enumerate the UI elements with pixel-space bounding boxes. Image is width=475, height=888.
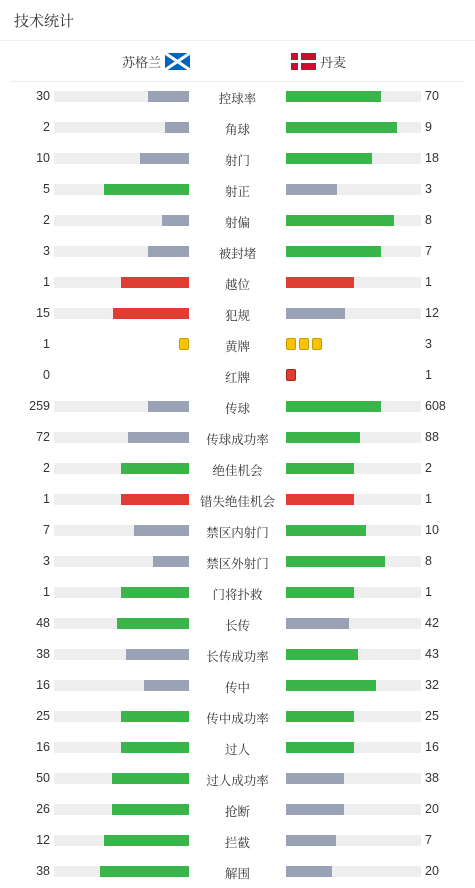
away-stat-bar-fill [286,91,381,102]
stat-row [0,577,475,608]
away-stat-bar [286,153,421,164]
home-stat-value: 48 [36,616,50,630]
away-stat-bar-fill [286,680,376,691]
away-stat-bar-fill [286,277,354,288]
home-stat-bar-fill [121,277,189,288]
away-stat-value: 20 [425,802,439,816]
away-stat-value: 7 [425,244,432,258]
away-stat-bar-fill [286,494,354,505]
stat-row [0,484,475,515]
home-stat-bar [54,122,189,133]
home-stat-bar [54,525,189,536]
home-stat-bar [54,618,189,629]
teams-header [10,40,465,82]
stat-label: 红牌 [224,371,250,385]
home-stat-bar [54,215,189,226]
stat-row [0,267,475,298]
stat-row [0,515,475,546]
stat-row [0,794,475,825]
away-stat-value: 8 [425,213,432,227]
away-stat-bar-fill [286,401,381,412]
away-team[interactable] [291,52,346,71]
away-stat-value: 42 [425,616,439,630]
away-stat-bar [286,804,421,815]
away-stat-value: 20 [425,864,439,878]
home-stat-bar-fill [126,649,189,660]
away-stat-bar-fill [286,804,344,815]
away-stat-bar [286,215,421,226]
home-stat-bar [54,742,189,753]
home-stat-value: 1 [43,275,50,289]
home-stat-bar-fill [121,463,189,474]
home-stat-bar-fill [165,122,189,133]
away-stat-bar [286,494,421,505]
home-stat-value: 12 [36,833,50,847]
away-stat-bar-fill [286,649,358,660]
stat-label: 传球成功率 [206,433,269,447]
away-stat-bar [286,711,421,722]
away-stat-bar-fill [286,432,360,443]
away-stat-bar-fill [286,215,394,226]
away-stat-value: 32 [425,678,439,692]
home-stat-value: 1 [43,585,50,599]
stat-row [0,701,475,732]
home-stat-bar [54,463,189,474]
home-stat-bar-fill [121,587,189,598]
away-stat-bar-fill [286,122,397,133]
stat-label: 控球率 [218,92,257,106]
away-stat-bar [286,680,421,691]
away-stat-bar-fill [286,866,332,877]
away-stat-value: 9 [425,120,432,134]
away-stat-bar [286,401,421,412]
stat-row [0,422,475,453]
home-stat-bar-fill [112,804,189,815]
home-stat-value: 50 [36,771,50,785]
home-stat-value: 16 [36,678,50,692]
home-stat-bar-fill [104,184,189,195]
stat-label: 传球 [224,402,250,416]
home-stat-bar [54,494,189,505]
away-stat-bar [286,463,421,474]
stat-row [0,298,475,329]
away-stat-value: 38 [425,771,439,785]
home-stat-bar-fill [117,618,189,629]
home-stat-bar [54,277,189,288]
stat-row [0,174,475,205]
home-stat-value: 3 [43,244,50,258]
away-stat-bar [286,277,421,288]
stat-label: 射正 [224,185,250,199]
away-stat-bar [286,91,421,102]
home-stat-bar [54,835,189,846]
away-stat-bar [286,618,421,629]
home-team[interactable] [122,52,190,71]
stat-row [0,670,475,701]
stat-label: 过人 [224,743,250,757]
away-stat-bar [286,587,421,598]
stat-label: 传中 [224,681,250,695]
home-cards [179,338,189,350]
home-stat-bar-fill [121,711,189,722]
away-stat-value: 3 [425,182,432,196]
home-stat-value: 26 [36,802,50,816]
home-stat-bar [54,91,189,102]
scotland-flag-icon [165,53,190,70]
home-stat-value: 10 [36,151,50,165]
away-stat-bar-fill [286,587,354,598]
home-stat-bar-fill [113,308,189,319]
stat-label: 过人成功率 [206,774,269,788]
home-stat-bar-fill [121,494,189,505]
stat-row [0,329,475,360]
stat-row [0,360,475,391]
home-stat-bar [54,184,189,195]
yellow-card-icon [286,338,296,350]
stat-label: 绝佳机会 [212,464,263,478]
home-stat-bar-fill [144,680,189,691]
stat-row [0,639,475,670]
away-stat-value: 70 [425,89,439,103]
away-stat-value: 25 [425,709,439,723]
away-stat-bar [286,432,421,443]
away-stat-value: 1 [425,275,432,289]
stat-label: 犯规 [224,309,250,323]
home-stat-value: 2 [43,461,50,475]
home-stat-bar-fill [104,835,189,846]
stat-row [0,81,475,112]
home-stat-value: 2 [43,213,50,227]
away-stat-bar [286,246,421,257]
home-stat-bar-fill [100,866,189,877]
home-stat-value: 72 [36,430,50,444]
stat-label: 长传 [224,619,250,633]
yellow-card-icon [312,338,322,350]
away-stat-value: 16 [425,740,439,754]
away-stat-bar [286,773,421,784]
away-stat-value: 1 [425,492,432,506]
stat-label: 射偏 [224,216,250,230]
away-stat-value: 43 [425,647,439,661]
home-stat-bar-fill [140,153,189,164]
stat-label: 拦截 [224,836,250,850]
red-card-icon [286,369,296,381]
home-stat-bar-fill [112,773,189,784]
home-stat-bar [54,680,189,691]
home-stat-bar-fill [148,246,189,257]
home-stat-value: 1 [43,337,50,351]
away-stat-value: 8 [425,554,432,568]
away-stat-bar-fill [286,618,349,629]
away-stat-bar-fill [286,525,366,536]
away-stat-value: 88 [425,430,439,444]
stat-label: 长传成功率 [206,650,269,664]
stat-label: 门将扑救 [212,588,263,602]
home-stat-value: 25 [36,709,50,723]
stat-label: 解围 [224,867,250,881]
home-stat-value: 5 [43,182,50,196]
denmark-flag-icon [291,53,316,70]
stat-label: 角球 [224,123,250,137]
home-stat-value: 15 [36,306,50,320]
home-stat-bar [54,401,189,412]
home-stat-bar [54,587,189,598]
stat-label: 禁区外射门 [206,557,269,571]
away-cards [286,369,296,381]
stat-row [0,453,475,484]
home-stat-bar [54,649,189,660]
home-stat-value: 259 [29,399,50,413]
stat-label: 错失绝佳机会 [199,495,275,509]
away-stat-bar [286,556,421,567]
away-cards [286,338,322,350]
away-stat-value: 2 [425,461,432,475]
home-stat-bar [54,308,189,319]
away-stat-bar-fill [286,835,336,846]
stat-row [0,856,475,887]
away-stat-value: 1 [425,368,432,382]
home-stat-bar-fill [148,401,189,412]
home-stat-value: 1 [43,492,50,506]
stat-label: 越位 [224,278,250,292]
stat-row [0,732,475,763]
stat-row [0,763,475,794]
away-stat-bar-fill [286,742,354,753]
stat-label: 禁区内射门 [206,526,269,540]
away-stat-value: 608 [425,399,446,413]
away-stat-bar [286,184,421,195]
home-stat-value: 30 [36,89,50,103]
stat-label: 传中成功率 [206,712,269,726]
away-stat-bar [286,525,421,536]
home-stat-bar-fill [162,215,189,226]
away-stat-bar [286,122,421,133]
home-stat-bar [54,556,189,567]
home-stat-bar-fill [128,432,189,443]
home-stat-bar [54,711,189,722]
stat-label: 抢断 [224,805,250,819]
stat-row [0,236,475,267]
away-stat-bar [286,866,421,877]
away-stat-bar-fill [286,773,344,784]
home-stat-bar [54,432,189,443]
away-stat-bar-fill [286,711,354,722]
away-stat-bar-fill [286,153,372,164]
home-stat-bar-fill [121,742,189,753]
away-stat-bar [286,742,421,753]
away-stat-bar-fill [286,184,337,195]
home-stat-bar-fill [153,556,189,567]
home-stat-value: 0 [43,368,50,382]
away-stat-value: 18 [425,151,439,165]
yellow-card-icon [299,338,309,350]
stat-label: 黄牌 [224,340,250,354]
away-team-name: 丹麦 [320,55,347,70]
home-team-name: 苏格兰 [121,55,161,70]
home-stat-value: 3 [43,554,50,568]
away-stat-bar [286,835,421,846]
home-stat-bar [54,246,189,257]
home-stat-value: 16 [36,740,50,754]
yellow-card-icon [179,338,189,350]
away-stat-value: 10 [425,523,439,537]
away-stat-value: 7 [425,833,432,847]
away-stat-bar-fill [286,308,345,319]
home-stat-bar [54,866,189,877]
stat-label: 被封堵 [218,247,257,261]
page-title: 技术统计 [14,13,75,30]
stats-list [0,81,475,887]
stat-row [0,112,475,143]
away-stat-bar-fill [286,463,354,474]
home-stat-bar [54,773,189,784]
home-stat-bar-fill [148,91,189,102]
stat-row [0,143,475,174]
away-stat-bar [286,308,421,319]
stat-row [0,205,475,236]
home-stat-value: 7 [43,523,50,537]
away-stat-value: 1 [425,585,432,599]
stat-label: 射门 [224,154,250,168]
away-stat-bar-fill [286,556,385,567]
away-stat-value: 12 [425,306,439,320]
home-stat-value: 38 [36,864,50,878]
stat-row [0,608,475,639]
stat-row [0,391,475,422]
home-stat-bar-fill [134,525,189,536]
away-stat-bar-fill [286,246,381,257]
stat-row [0,546,475,577]
home-stat-value: 2 [43,120,50,134]
stat-row [0,825,475,856]
home-stat-bar [54,804,189,815]
home-stat-value: 38 [36,647,50,661]
home-stat-bar [54,153,189,164]
away-stat-bar [286,649,421,660]
away-stat-value: 3 [425,337,432,351]
